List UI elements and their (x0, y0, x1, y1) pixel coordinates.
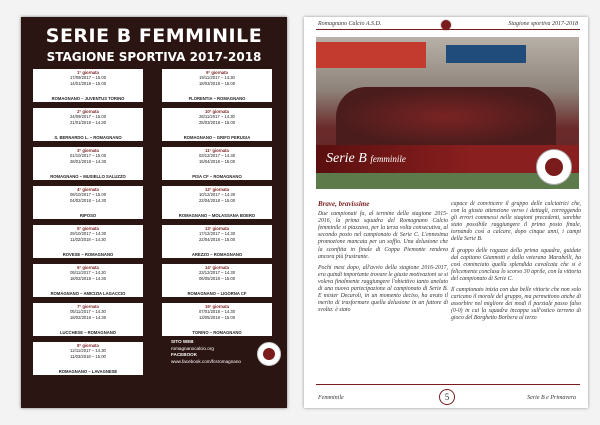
fixture-d2: 18/02/2018 – 14.30 (69, 314, 107, 320)
header-divider (316, 29, 580, 30)
fixture-round: 2° giornata (77, 109, 99, 114)
fixture-d1: 29/10/2017 – 14.30 (69, 231, 107, 237)
fixture-round: 4° giornata (77, 187, 99, 192)
fixture-d2: 06/05/2018 – 15.00 (198, 275, 236, 281)
fixture-d2: 11/02/2018 – 14.30 (70, 236, 106, 242)
fixture-d2: 22/04/2018 – 15.00 (198, 236, 236, 242)
fixture-match: TORINO – ROMAGNANO (192, 329, 242, 335)
article-column-2 (451, 201, 581, 327)
site-label: SITO WEB (171, 339, 194, 344)
fixture-card (33, 303, 143, 336)
fixture-match: ROMAGNANO – JUVENTUS TORINO (51, 95, 125, 101)
fixture-match: ROMAGNANO – LIGORNA CF (187, 290, 247, 296)
fixture-d2: 18/02/2018 – 14.30 (69, 275, 107, 281)
paragraph: Due campionati fa, al termine della stagione 2015-2016, la prima squadra del Romagnano Calcio femminile si piazzava, per la terza volta consecutiva, al secondo posto nel campionato di Serie C. L'ennesima promozione mancata per un soffio. Una delusione che la sconfitta in finale di Coppa Piemonte rendeva ancora più frustrante. (318, 211, 448, 260)
page-number: 5 (439, 389, 455, 405)
fixture-card (33, 186, 143, 219)
fixture-match: PISA CF – ROMAGNANO (192, 173, 242, 179)
fixture-d1: 12/11/2017 – 14.30 (70, 348, 106, 354)
fixture-match: ROMAGNANO – MOLASSANA BOERO (178, 212, 256, 218)
fixture-d2: 28/01/2018 – 14.30 (69, 158, 107, 164)
fixture-round: 11° giornata (205, 148, 229, 153)
fixture-match: LUCCHESE – ROMAGNANO (59, 329, 117, 335)
fixture-d1: 24/09/2017 – 15.00 (69, 114, 107, 120)
footer-section: Femminile (318, 395, 344, 401)
fixture-d2: 11/03/2018 – 15.00 (70, 353, 106, 359)
fixture-match: RIPOSO (79, 212, 97, 218)
fixture-card (33, 108, 143, 141)
fixture-round: 1° giornata (77, 70, 99, 75)
fixture-d1: 08/10/2017 – 15.00 (69, 192, 107, 198)
header-club: Romagnano Calcio A.S.D. (318, 21, 382, 27)
fixture-round: 6° giornata (77, 265, 99, 270)
fixture-round: 7° giornata (77, 304, 99, 309)
fixture-d1: 23/12/2017 – 14.30 (198, 270, 236, 276)
fixture-d2: 22/04/2018 – 15.00 (198, 197, 236, 203)
fixture-match: FLORENTIA – ROMAGNANO (188, 95, 246, 101)
fixture-d2: 21/01/2018 – 14.30 (69, 119, 107, 125)
fixtures-subtitle: STAGIONE SPORTIVA 2017-2018 (46, 50, 262, 64)
club-logo (257, 342, 281, 366)
fixture-d1: 05/11/2017 – 14.30 (70, 309, 106, 315)
article-column-1 (318, 201, 448, 318)
fixture-match: S. BERNARDO L. – ROMAGNANO (54, 134, 122, 140)
fixture-d1: 10/12/2017 – 14.30 (198, 192, 236, 198)
fixture-round: 12° giornata (204, 187, 229, 192)
fixture-match: AREZZO – ROMAGNANO (191, 251, 243, 257)
fixture-match: ROMAGNANO – LAVAGNESE (58, 368, 118, 374)
fixture-round: 3° giornata (77, 148, 99, 153)
fixture-card (162, 147, 272, 180)
header-season: Stagione sportiva 2017-2018 (508, 21, 578, 27)
footer-divider (316, 384, 580, 385)
article-page (304, 17, 588, 408)
fixture-d1: 07/01/2018 – 14.30 (198, 309, 236, 315)
fixture-d1: 26/11/2017 – 14.30 (199, 114, 235, 120)
fixture-match: ROMAGNANO – AMICIZIA LAGACCIO (50, 290, 126, 296)
article-headline: Brave, bravissime (318, 200, 370, 208)
fixture-round: 10° giornata (204, 109, 229, 114)
fixture-d2: 18/03/2018 – 15.00 (198, 80, 236, 86)
fixture-d2: 15/04/2018 – 15.00 (198, 158, 236, 164)
section-title-sub: femminile (370, 154, 406, 164)
fixture-card (162, 264, 272, 297)
fixture-d2: 14/01/2018 – 15.00 (69, 80, 107, 86)
fixture-card (162, 225, 272, 258)
fixture-d2: 13/05/2018 – 15.00 (198, 314, 236, 320)
fixture-round: 5° giornata (77, 226, 99, 231)
fixture-round: 14° giornata (204, 265, 229, 270)
paragraph: Il campionato inizia con due belle vittorie che non solo caricano il morale del gruppo, ma permettono anche di assorbire nel migliore dei modi il parziale passo falso (0-0) in cui la squadra incappa sull'ostico terreno di gioco del Borghetto Borbera al terzo (451, 287, 581, 322)
fixture-card (33, 264, 143, 297)
fixture-d1: 19/11/2017 – 14.30 (199, 75, 235, 81)
contact-info (171, 339, 251, 365)
fixture-d1: 05/11/2017 – 14.30 (70, 270, 106, 276)
site-url[interactable]: romagnanocalcio.org (171, 345, 214, 351)
fixture-d1: 17/12/2017 – 14.30 (198, 231, 236, 237)
fixture-round: 13° giornata (204, 226, 229, 231)
facebook-label: FACEBOOK (171, 352, 198, 357)
fixture-match: ROMAGNANO – GRIFO PERUGIA (183, 134, 251, 140)
fixture-card (162, 108, 272, 141)
fixture-card (162, 69, 272, 102)
fixture-d2: 25/03/2018 – 15.00 (198, 119, 236, 125)
fixture-round: 9° giornata (206, 70, 228, 75)
fixture-card (33, 342, 143, 375)
fixture-d1: 03/12/2017 – 14.30 (198, 153, 236, 159)
fixture-d1: 17/09/2017 – 15.00 (69, 75, 107, 81)
fixtures-title: SERIE B FEMMINILE (45, 25, 263, 47)
footer-category: Serie B e Primavera (527, 395, 576, 401)
fixture-card (33, 147, 143, 180)
fixtures-page (21, 17, 287, 408)
fixture-round: 15° giornata (204, 304, 229, 309)
fixture-round: 8° giornata (77, 343, 99, 348)
paragraph: capace di convincere il gruppo delle calciatrici che, con la giusta attenzione verso i dettagli, correggendo gli errori commessi nelle stagioni precedenti, sarebbe stato possibile raggiungere il primo posto finale, tornando così a calcare, dopo cinque anni, i campi della Serie B. (451, 201, 581, 243)
paragraph: Pochi mesi dopo, all'avvio della stagione 2016-2017, era quindi importante trovare le giuste motivazioni se si voleva finalmente raggiungere l'obiettivo tanto anelato di una nuova partecipazione al campionato di Serie B. E mister Decaroli, in un momento deciso, ha avuto il merito di trasformare quella delusione in un fattore di svolta: è stato (318, 264, 448, 314)
paragraph: Il gruppo delle ragazze della prima squadra, guidate dal capitano Giannotti e dalla veterana Marabelli, ha così cominciato quella splendida cavalcata che si è felicemente conclusa lo scorso 30 aprile, con la vittoria del campionato di Serie C. (451, 247, 581, 282)
fixture-card (33, 225, 143, 258)
fixture-card (33, 69, 143, 102)
fixture-match: ROVESE – ROMAGNANO (62, 251, 114, 257)
section-title (326, 151, 406, 167)
fixture-d1: 01/10/2017 – 15.00 (69, 153, 107, 159)
ribbon-logo (536, 149, 572, 185)
fixture-card (162, 303, 272, 336)
facebook-url[interactable]: www.facebook.com/fcsromagnano (171, 358, 241, 364)
fixture-card (162, 186, 272, 219)
fixture-match: ROMAGNANO – MUSIELLO SALUZZO (50, 173, 126, 179)
fixture-d2: 04/02/2018 – 14.30 (69, 197, 107, 203)
section-title-main: Serie B (326, 151, 367, 166)
